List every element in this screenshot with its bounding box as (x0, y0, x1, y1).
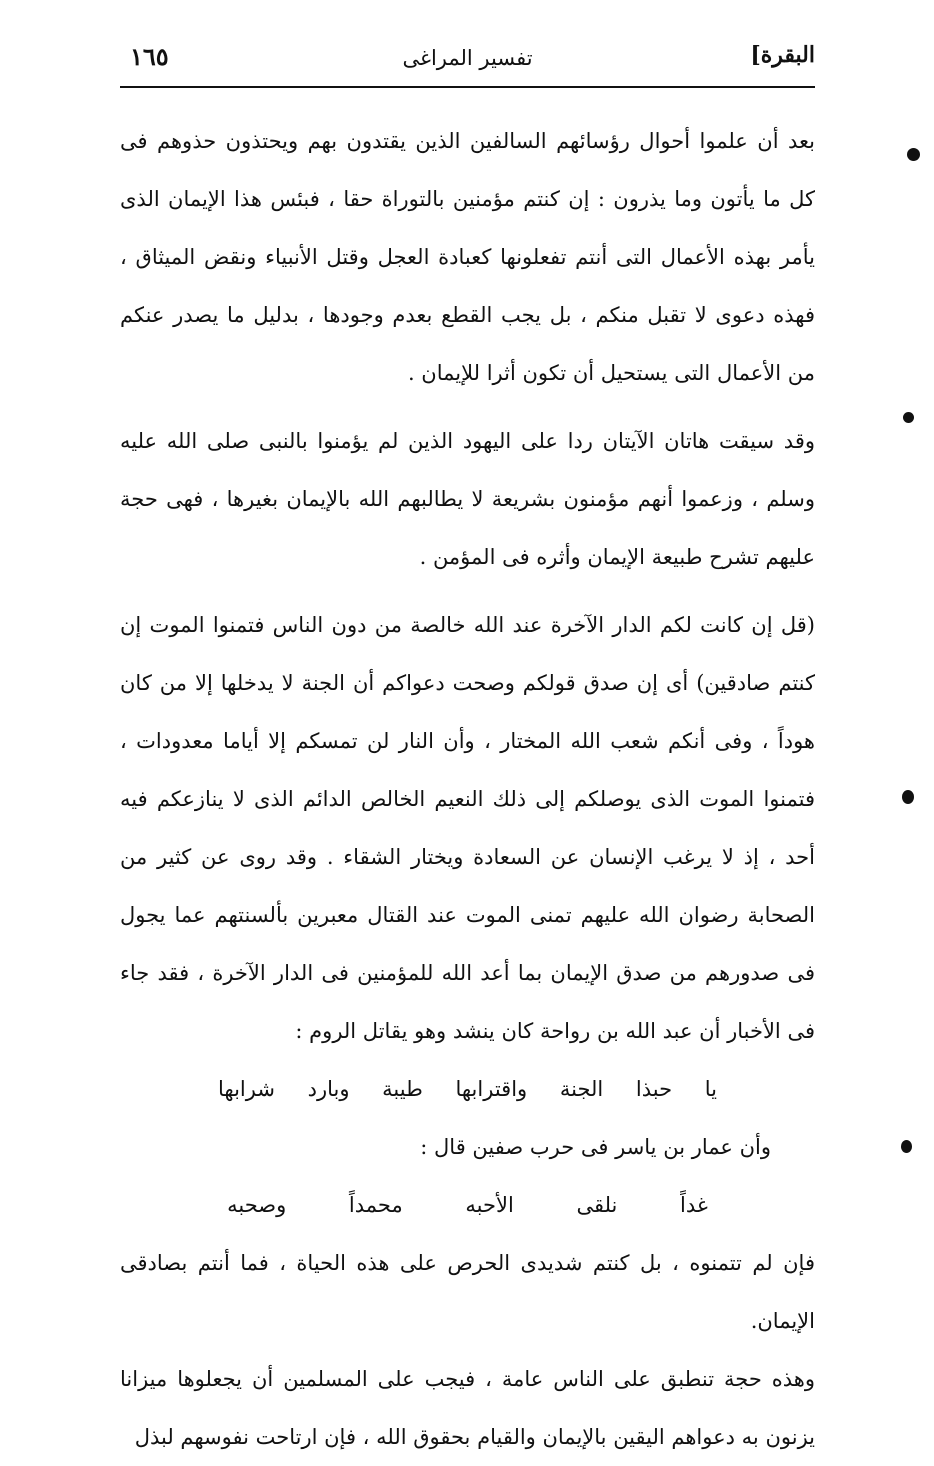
header-rule (120, 86, 815, 88)
paragraph-4: فإن لم تتمنوه ، بل كنتم شديدى الحرص على هذه الحياة ، فما أنتم بصادقى الإيمان. (120, 1251, 815, 1333)
margin-specks (874, 0, 934, 1312)
paragraph-1: بعد أن علموا أحوال رؤسائهم السالفين الذين يقتدون بهم ويحتذون حذوهم فى كل ما يأتون وما يذرون : إن كنتم مؤمنين بالتوراة حقا ، فبئس هذا الإيمان الذى يأمر بهذه الأعمال التى أنتم تفعلونها كعبادة العجل وقتل الأنبياء ونقض الميثاق ، فهذه دعوى لا تقبل منكم ، بل يجب القطع بعدم وجودها ، بدليل ما يصدر عنكم من الأعمال التى يستحيل أن تكون أثرا للإيمان . (120, 129, 815, 385)
book-title: تفسير المراغى (402, 46, 533, 70)
surah-name: البقرة] (750, 42, 815, 68)
paragraph-2: وقد سيقت هاتان الآيتان ردا على اليهود الذين لم يؤمنوا بالنبى صلى الله عليه وسلم ، وزعموا أنهم مؤمنون بشريعة لا يطالبهم الله بالإيمان بغيرها ، فهى حجة عليهم تشرح طبيعة الإيمان وأثره فى المؤمن . (120, 429, 815, 569)
poem-verse-2: غداً نلقى الأحبه محمداً وصحبه (227, 1193, 708, 1217)
speck (901, 1140, 912, 1153)
speck (907, 148, 920, 161)
page-header (120, 40, 815, 86)
poem-verse-1: يا حبذا الجنة واقترابها طيبة وبارد شرابها (217, 1077, 717, 1101)
page-body (120, 112, 815, 1466)
speck (903, 412, 914, 423)
paragraph-5: وهذه حجة تنطبق على الناس عامة ، فيجب على المسلمين أن يجعلوها ميزانا يزنون به دعواهم اليقين بالإيمان والقيام بحقوق الله ، فإن ارتاحت نفوسهم لبذل (120, 1367, 815, 1449)
paragraph-3: (قل إن كانت لكم الدار الآخرة عند الله خالصة من دون الناس فتمنوا الموت إن كنتم صادقين) أى إن صدق قولكم وصحت دعواكم أن الجنة لا يدخلها إلا من كان هوداً ، وفى أنكم شعب الله المختار ، وأن النار لن تمسكم إلا أياما معدودات ، فتمنوا الموت الذى يوصلكم إلى ذلك النعيم الخالص الدائم الذى لا ينازعكم فيه أحد ، إذ لا يرغب الإنسان عن السعادة ويختار الشقاء . وقد روى عن كثير من الصحابة رضوان الله عليهم تمنى الموت عند القتال معبرين بألسنتهم عما يجول فى صدورهم من صدق الإيمان بما أعد الله للمؤمنين فى الدار الآخرة ، فقد جاء فى الأخبار أن عبد الله بن رواحة كان ينشد وهو يقاتل الروم : (120, 613, 815, 1043)
page-number: ١٦٥ (130, 42, 169, 71)
speck (902, 790, 914, 804)
poem-intro-2: وأن عمار بن ياسر فى حرب صفين قال : (420, 1135, 771, 1159)
